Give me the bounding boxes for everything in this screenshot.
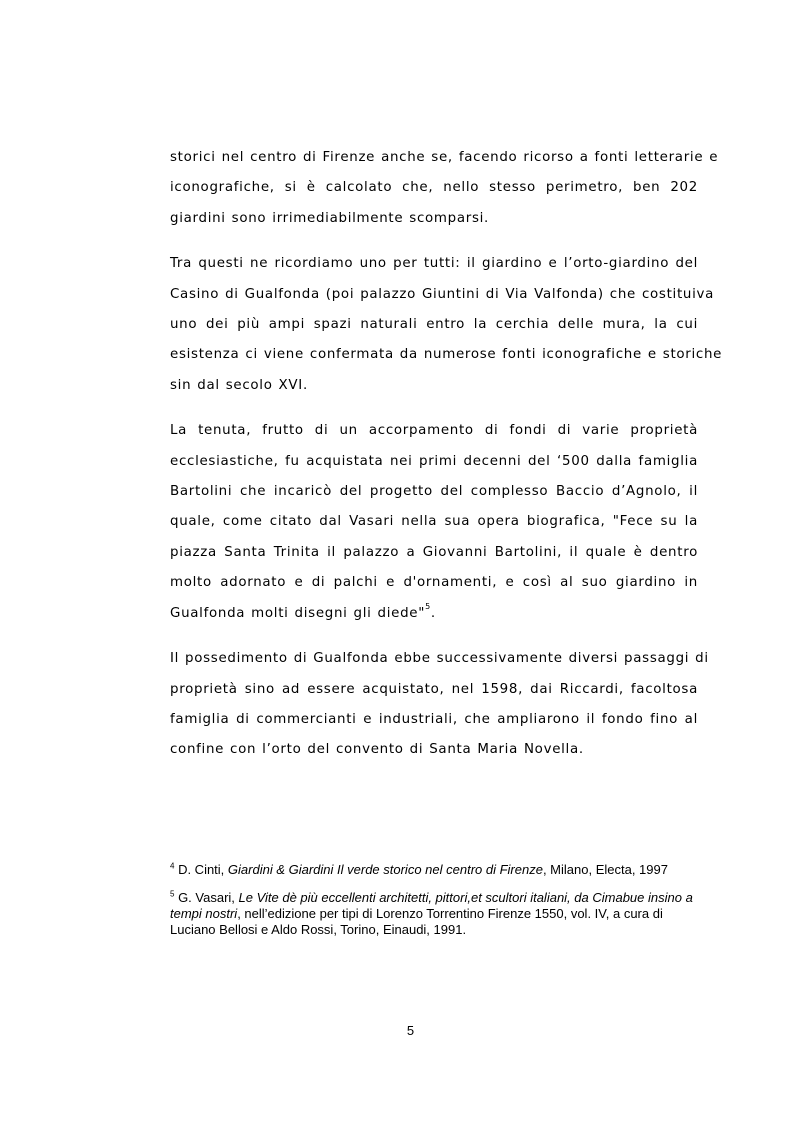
page-number: 5	[406, 1023, 415, 1038]
text-line: Bartolini che incaricò del progetto del complesso Baccio d’Agnolo, il	[170, 484, 698, 500]
text-line: piazza Santa Trinita il palazzo a Giovanni Bartolini, il quale è dentro	[170, 544, 698, 560]
text-line: ecclesiastiche, fu acquistata nei primi decenni del ‘500 dalla famiglia	[170, 453, 698, 469]
text-line: iconografiche, si è calcolato che, nello stesso perimetro, ben 202	[170, 180, 698, 196]
paragraph-1	[170, 143, 719, 234]
footnote-text: G. Vasari,	[174, 890, 239, 905]
footnote-title: Le Vite dè più eccellenti architetti, pittori,et scultori italiani, da Cimabue insino a tempi nostri	[170, 890, 693, 921]
text-line: uno dei più ampi spazi naturali entro la cerchia delle mura, la cui	[170, 317, 698, 333]
footnote-ref-5[interactable]: 5	[425, 602, 431, 612]
text-line: confine con l’orto del convento di Santa Maria Novella.	[170, 742, 584, 758]
text-line: Il possedimento di Gualfonda ebbe successivamente diversi passaggi di	[170, 651, 709, 667]
text-line: La tenuta, frutto di un accorpamento di fondi di varie proprietà	[170, 423, 698, 439]
text-line: giardini sono irrimediabilmente scomparsi.	[170, 210, 490, 226]
body-text	[170, 143, 723, 781]
text-line: quale, come citato dal Vasari nella sua opera biografica, "Fece su la	[170, 514, 698, 530]
text-line	[170, 599, 698, 629]
text-line-content: Gualfonda molti disegni gli diede"	[170, 605, 426, 621]
text-line: sin dal secolo XVI.	[170, 377, 308, 393]
paragraph-3	[170, 416, 698, 629]
footnote-title: Giardini & Giardini Il verde storico nel centro di Firenze	[227, 862, 543, 877]
text-line: Casino di Gualfonda (poi palazzo Giuntini di Via Valfonda) che costituiva	[170, 286, 715, 302]
footnote-text: , Milano, Electa, 1997	[542, 862, 668, 877]
footnote-4	[170, 862, 698, 878]
text-line: famiglia di commercianti e industriali, che ampliarono il fondo fino al	[170, 711, 698, 727]
paragraph-2	[170, 249, 723, 401]
text-line: esistenza ci viene confermata da numerose fonti iconografiche e storiche	[170, 347, 723, 363]
text-line: proprietà sino ad essere acquistato, nel 1598, dai Riccardi, facoltosa	[170, 681, 698, 697]
paragraph-4	[170, 644, 709, 766]
footnote-5	[170, 890, 698, 938]
footnote-number: 5	[170, 889, 175, 899]
footnote-text: D. Cinti,	[174, 862, 228, 877]
text-line: Tra questi ne ricordiamo uno per tutti: il giardino e l’orto-giardino del	[170, 256, 698, 272]
text-line: storici nel centro di Firenze anche se, facendo ricorso a fonti letterarie e	[170, 150, 719, 165]
text-line-tail: .	[430, 605, 436, 621]
footnote-text: , nell’edizione per tipi di Lorenzo Torrentino Firenze 1550, vol. IV, a cura di Luciano Bellosi e Aldo Rossi, Torino, Einaudi, 1991.	[170, 906, 663, 937]
footnote-number: 4	[170, 861, 175, 871]
text-line: molto adornato e di palchi e d'ornamenti, e così al suo giardino in	[170, 575, 698, 591]
footnotes	[170, 862, 698, 950]
